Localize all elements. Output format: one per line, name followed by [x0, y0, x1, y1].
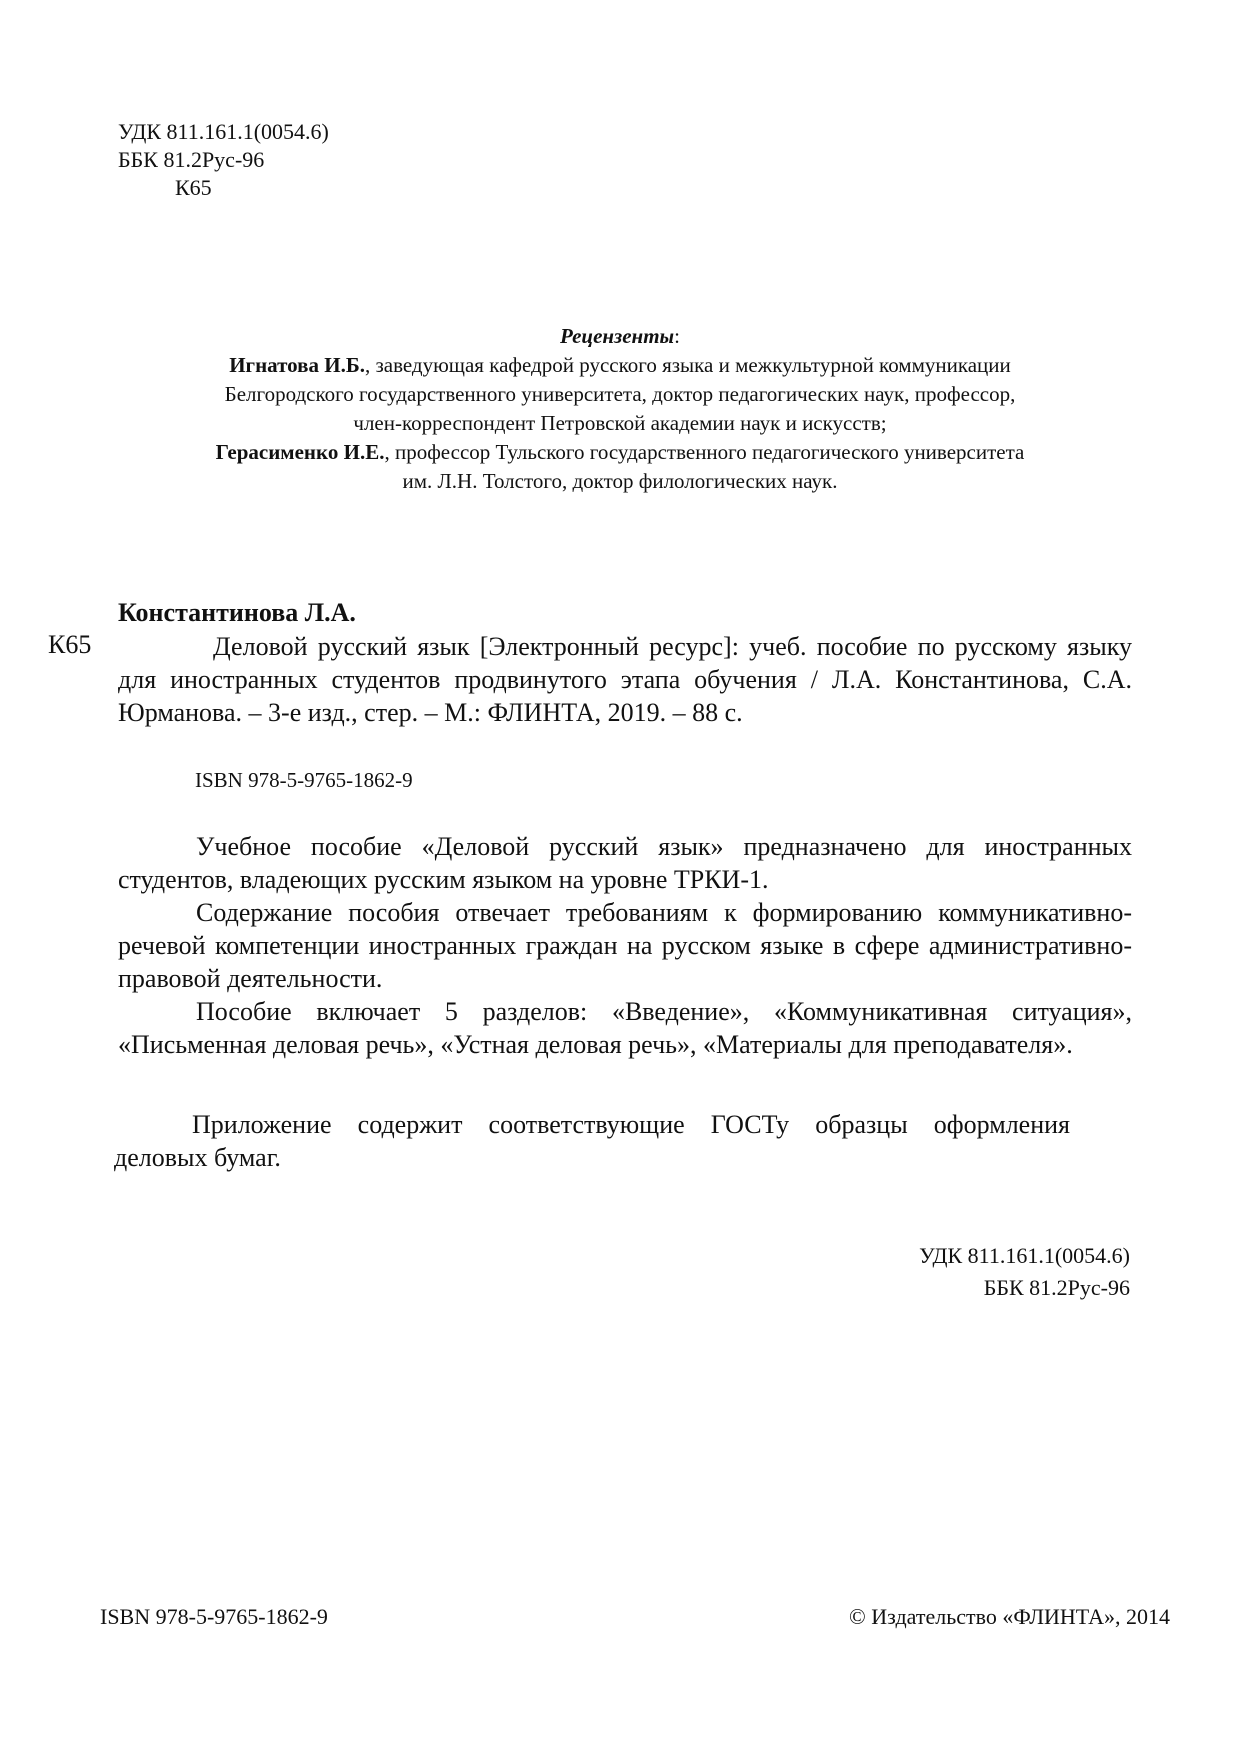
reviewer-1-line-3: член-корреспондент Петровской академии наук и искусств;	[353, 411, 887, 435]
reviewer-2-name: Герасименко И.Е.	[215, 440, 385, 464]
author-heading: Константинова Л.А.	[118, 598, 356, 627]
annotation	[118, 830, 1132, 1061]
annotation-paragraph: Учебное пособие «Деловой русский язык» предназначено для иностранных студентов, владеющих русским языком на уровне ТРКИ-1.	[118, 832, 1132, 894]
footer-copyright: © Издательство «ФЛИНТА», 2014	[849, 1604, 1170, 1629]
annotation-paragraph: Приложение содержит соответствующие ГОСТу образцы оформления деловых бумаг.	[114, 1110, 1070, 1172]
reviewers-block	[110, 322, 1130, 496]
reviewer-2-line-1: Герасименко И.Е., профессор Тульского государственного педагогического университета	[215, 440, 1025, 464]
bbk-code: ББК 81.2Рус-96	[118, 147, 265, 172]
bibliographic-description: Деловой русский язык [Электронный ресурс]: учеб. пособие по русскому языку для иностранных студентов продвинутого этапа обучения / Л.А. Константинова, С.А. Юрманова. – 3-е изд., стер. – М.: ФЛИНТА, 2019. – 88 с.	[118, 632, 1132, 727]
reviewer-2-line-2: им. Л.Н. Толстого, доктор филологических наук.	[402, 469, 838, 493]
annotation-paragraph: Пособие включает 5 разделов: «Введение», «Коммуникативная ситуация», «Письменная деловая речь», «Устная деловая речь», «Материалы для преподавателя».	[118, 997, 1132, 1059]
side-sign-code: К65	[48, 630, 92, 659]
bottom-bbk-code: ББК 81.2Рус-96	[983, 1275, 1130, 1300]
udk-code: УДК 811.161.1(0054.6)	[118, 119, 329, 144]
reviewer-1-name: Игнатова И.Б.	[229, 353, 365, 377]
reviewers-title: Рецензенты	[560, 324, 675, 348]
annotation-paragraph: Содержание пособия отвечает требованиям к формированию коммуникативно-речевой компетенции иностранных граждан на русском языке в сфере административно-правовой деятельности.	[118, 898, 1132, 993]
bottom-classification	[919, 1240, 1130, 1304]
footer-isbn: ISBN 978-5-9765-1862-9	[100, 1604, 328, 1629]
author-sign-code: К65	[175, 175, 212, 200]
annotation-appendix	[114, 1108, 1070, 1174]
reviewer-1-line-2: Белгородского государственного университета, доктор педагогических наук, профессор,	[224, 382, 1016, 406]
bottom-udk-code: УДК 811.161.1(0054.6)	[919, 1243, 1130, 1268]
entry-isbn: ISBN 978-5-9765-1862-9	[195, 768, 413, 792]
reviewer-1-line-1: Игнатова И.Б., заведующая кафедрой русского языка и межкультурной коммуникации	[229, 353, 1011, 377]
reviewers-heading: Рецензенты:	[560, 324, 680, 348]
